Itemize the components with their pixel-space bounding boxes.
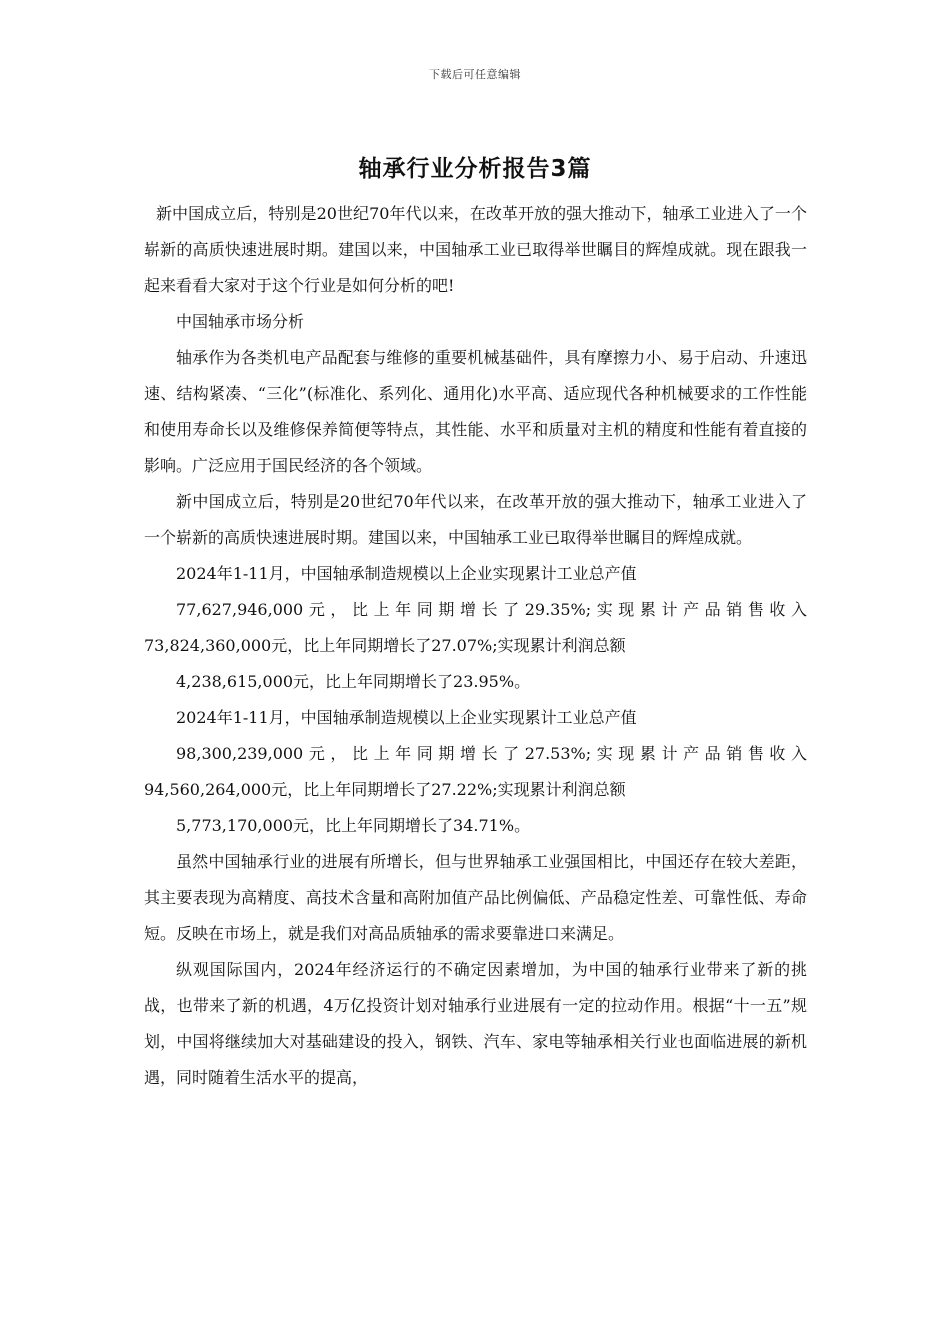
paragraph: 轴承作为各类机电产品配套与维修的重要机械基础件，具有摩擦力小、易于启动、升速迅速、结构紧凑、“三化”(标准化、系列化、通用化)水平高、适应现代各种机械要求的工作性能和使用寿命长以及维修保养简便等特点，其性能、水平和质量对主机的精度和性能有着直接的影响。广泛应用于国民经济的各个领域。 bbox=[144, 348, 807, 475]
section-heading: 中国轴承市场分析 bbox=[176, 312, 305, 331]
paragraph: 5,773,170,000元，比上年同期增长了34.71%。 bbox=[176, 816, 531, 835]
paragraph-intro: 新中国成立后，特别是20世纪70年代以来，在改革开放的强大推动下，轴承工业进入了一个崭新的高质快速进展时期。建国以来，中国轴承工业已取得举世瞩目的辉煌成就。现在跟我一起来看看大家对于这个行业是如何分析的吧! bbox=[144, 204, 807, 295]
paragraph: 2024年1-11月，中国轴承制造规模以上企业实现累计工业总产值 bbox=[176, 564, 637, 583]
paragraph: 新中国成立后，特别是20世纪70年代以来，在改革开放的强大推动下，轴承工业进入了一个崭新的高质快速进展时期。建国以来，中国轴承工业已取得举世瞩目的辉煌成就。 bbox=[144, 492, 807, 547]
paragraph: 2024年1-11月，中国轴承制造规模以上企业实现累计工业总产值 bbox=[176, 708, 637, 727]
document-title: 轴承行业分析报告3篇 bbox=[358, 156, 592, 182]
paragraph: 纵观国际国内，2024年经济运行的不确定因素增加，为中国的轴承行业带来了新的挑战，也带来了新的机遇，4万亿投资计划对轴承行业进展有一定的拉动作用。根据“十一五”规划，中国将继续加大对基础建设的投入，钢铁、汽车、家电等轴承相关行业也面临进展的新机遇，同时随着生活水平的提高， bbox=[144, 960, 807, 1087]
document-body bbox=[144, 196, 807, 1096]
paragraph: 98,300,239,000元，比上年同期增长了27.53%;实现累计产品销售收入94,560,264,000元，比上年同期增长了27.22%;实现累计利润总额 bbox=[144, 744, 807, 799]
paragraph: 虽然中国轴承行业的进展有所增长，但与世界轴承工业强国相比，中国还存在较大差距，其主要表现为高精度、高技术含量和高附加值产品比例偏低、产品稳定性差、可靠性低、寿命短。反映在市场上，就是我们对高品质轴承的需求要靠进口来满足。 bbox=[144, 852, 807, 943]
page-header-note: 下载后可任意编辑 bbox=[429, 68, 521, 81]
paragraph: 77,627,946,000元，比上年同期增长了29.35%;实现累计产品销售收入73,824,360,000元，比上年同期增长了27.07%;实现累计利润总额 bbox=[144, 600, 807, 655]
paragraph: 4,238,615,000元，比上年同期增长了23.95%。 bbox=[176, 672, 531, 691]
